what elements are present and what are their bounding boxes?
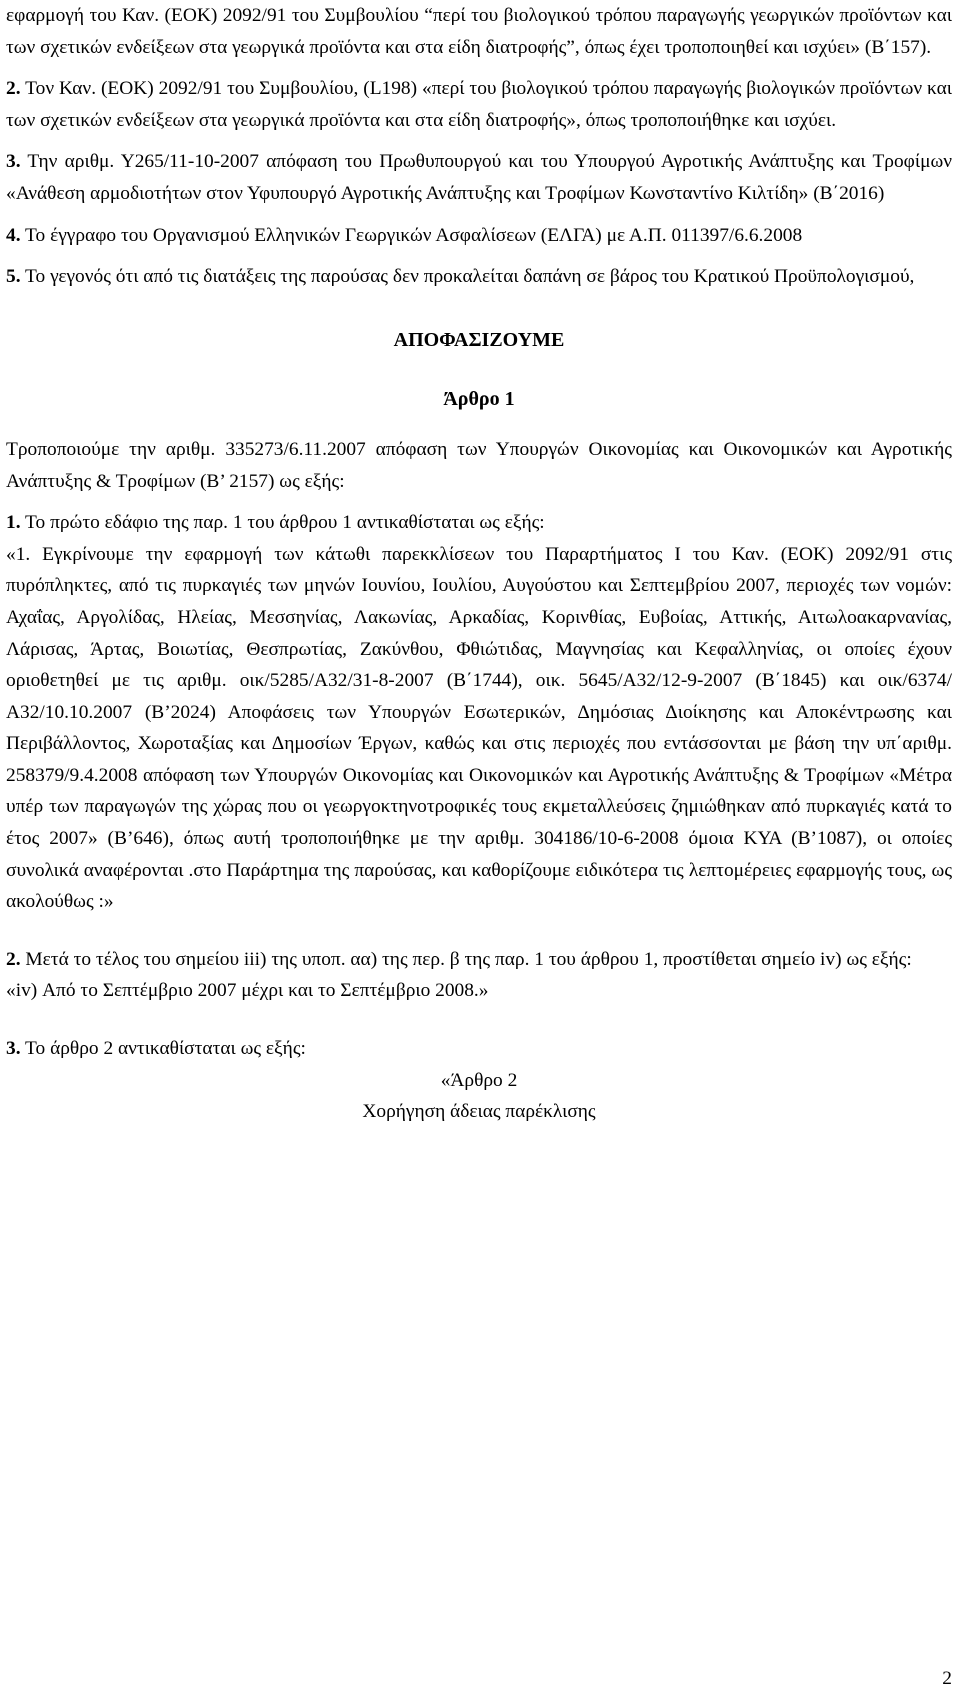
- amendment-number: 1.: [6, 512, 21, 534]
- amendment-1-header: [6, 507, 952, 539]
- page-number: 2: [942, 1668, 952, 1690]
- item-number: 3.: [6, 151, 21, 173]
- amendment-text: Μετά το τέλος του σημείου iii) της υποπ. αα) της περ. β της παρ. 1 του άρθρου 1, προστίθεται σημείο iv) ως εξής:: [20, 948, 912, 970]
- amendment-3-header: [6, 1033, 952, 1065]
- intro-paragraph: εφαρμογή του Καν. (ΕΟΚ) 2092/91 του Συμβουλίου “περί του βιολογικού τρόπου παραγωγής γεωργικών προϊόντων και των σχετικών ενδείξεων στα γεωργικά προϊόντα και στα είδη διατροφής”, όπως έχει τροποποιηθεί και ισχύει» (Β΄157).: [6, 5, 952, 58]
- amendment-2-header: [6, 944, 952, 976]
- item-number: 4.: [6, 224, 21, 246]
- amendment-text: Το πρώτο εδάφιο της παρ. 1 του άρθρου 1 αντικαθίσταται ως εξής:: [20, 512, 545, 534]
- quoted-article-subtitle: Χορήγηση άδειας παρέκλισης: [362, 1101, 596, 1123]
- consideration-item-4: [6, 220, 952, 252]
- item-text: Την αριθμ. Υ265/11-10-2007 απόφαση του Πρωθυπουργού και του Υπουργού Αγροτικής Ανάπτυξης και Τροφίμων «Ανάθεση αρμοδιοτήτων στον Υφυπουργό Αγροτικής Ανάπτυξης και Τροφίμων Κωνσταντίνο Κιλτίδη» (Β΄2016): [6, 151, 952, 204]
- consideration-item-5: [6, 261, 952, 293]
- item-number: 5.: [6, 266, 21, 288]
- item-text: Τον Καν. (ΕΟΚ) 2092/91 του Συμβουλίου, (L198) «περί του βιολογικού τρόπου παραγωγής βιολογικών προϊόντων και των σχετικών ενδείξεων στα γεωργικά προϊόντα και στα είδη διατροφής», όπως τροποποιήθηκε και ισχύει.: [6, 78, 952, 131]
- consideration-item-3: [6, 146, 952, 209]
- amendment-2-body: «iv) Από το Σεπτέμβριο 2007 μέχρι και το Σεπτέμβριο 2008.»: [6, 980, 489, 1002]
- item-number: 2.: [6, 78, 21, 100]
- quoted-article-title: «Άρθρο 2: [440, 1069, 518, 1091]
- item-text: Το γεγονός ότι από τις διατάξεις της παρούσας δεν προκαλείται δαπάνη σε βάρος του Κρατικού Προϋπολογισμού,: [20, 266, 915, 288]
- consideration-item-2: [6, 73, 952, 136]
- amendment-text: Το άρθρο 2 αντικαθίσταται ως εξής:: [20, 1038, 306, 1060]
- amendment-intro: Τροποποιούμε την αριθμ. 335273/6.11.2007 απόφαση των Υπουργών Οικονομίας και Οικονομικών και Αγροτικής Ανάπτυξης & Τροφίμων (Β’ 2157) ως εξής:: [6, 438, 952, 492]
- article-title: Άρθρο 1: [443, 388, 515, 411]
- amendment-number: 3.: [6, 1038, 21, 1060]
- decision-heading: ΑΠΟΦΑΣΙΖΟΥΜΕ: [393, 328, 565, 351]
- amendment-number: 2.: [6, 948, 21, 970]
- item-text: Το έγγραφο του Οργανισμού Ελληνικών Γεωργικών Ασφαλίσεων (ΕΛΓΑ) με Α.Π. 011397/6.6.2008: [20, 224, 803, 246]
- amendment-1-body: «1. Εγκρίνουμε την εφαρμογή των κάτωθι παρεκκλίσεων του Παραρτήματος Ι του Καν. (ΕΟΚ) 2092/91 στις πυρόπληκτες, από τις πυρκαγιές των μηνών Ιουνίου, Ιουλίου, Αυγούστου και Σεπτεμβρίου 2007, περιοχές των νομών: Αχαΐας, Αργολίδας, Ηλείας, Μεσσηνίας, Λακωνίας, Αρκαδίας, Κορινθίας, Ευβοίας, Αττικής, Αιτωλοακαρνανίας, Λάρισας, Άρτας, Βοιωτίας, Θεσπρωτίας, Ζακύνθου, Φθιώτιδας, Μαγνησίας και Κεφαλληνίας, οι οποίες έχουν οριοθετηθεί με τις αριθμ. οικ/5285/Α32/31-8-2007 (Β΄1744), οικ. 5645/Α32/12-9-2007 (Β΄1845) και οικ/6374/Α32/10.10.2007 (Β’2024) Αποφάσεις των Υπουργών Εσωτερικών, Δημόσιας Διοίκησης και Αποκέντρωσης και Περιβάλλοντος, Χωροταξίας και Δημοσίων Έργων, καθώς και στις περιοχές που εντάσσονται με βάση την υπ΄αριθμ. 258379/9.4.2008 απόφαση των Υπουργών Οικονομίας και Οικονομικών και Αγροτικής Ανάπτυξης & Τροφίμων «Μέτρα υπέρ των παραγωγών της χώρας που οι γεωργοκτηνοτροφικές τους εκμεταλλεύσεις ζημιώθηκαν από πυρκαγιές κατά το έτος 2007» (Β’646), όπως αυτή τροποποιήθηκε με την αριθμ. 304186/10-6-2008 όμοια ΚΥΑ (Β’1087), οι οποίες συνολικά αναφέρονται .στο Παράρτημα της παρούσας, και καθορίζουμε ειδικότερα τις λεπτομέρειες εφαρμογής τους, ως ακολούθως :»: [6, 543, 952, 913]
